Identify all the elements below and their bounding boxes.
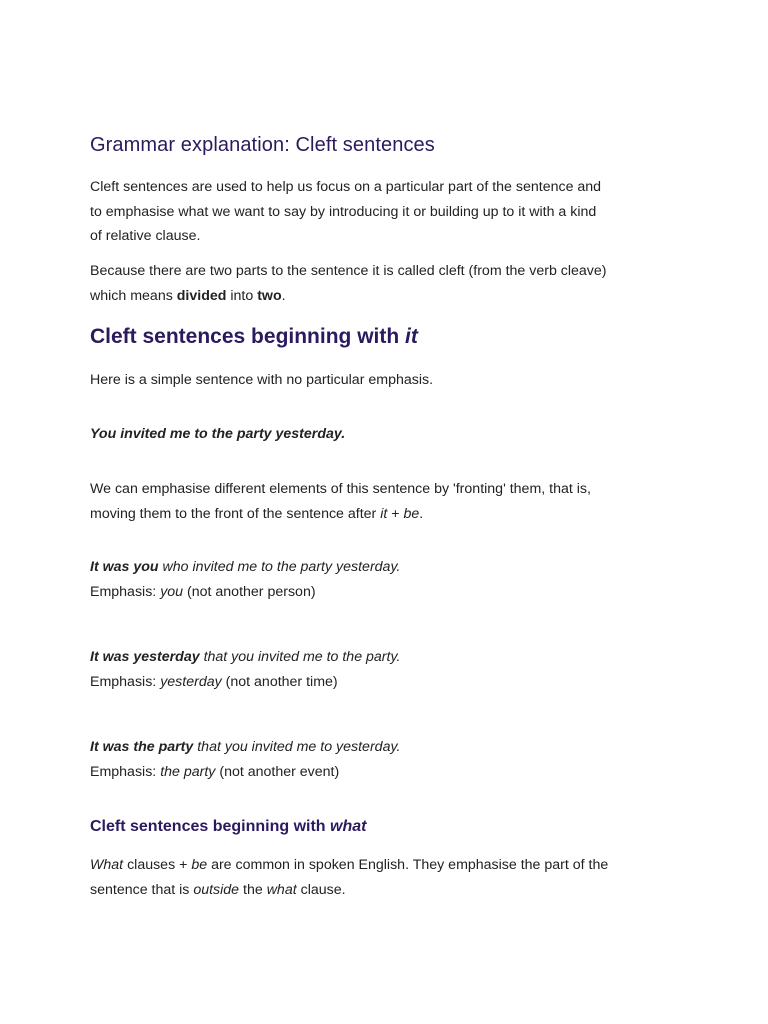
- bold-word-two: two: [257, 287, 282, 304]
- emphasis-word: the party: [160, 763, 216, 780]
- intro-line-3: of relative clause.: [90, 228, 201, 244]
- heading-text: Cleft sentences beginning with: [90, 325, 406, 348]
- emphasis-label: Emphasis:: [90, 583, 161, 600]
- simple-sentence-intro: Here is a simple sentence with no particular emphasis.: [90, 372, 434, 388]
- emphasis-label: Emphasis:: [90, 763, 161, 780]
- example-rest: that you invited me to the party.: [199, 649, 401, 665]
- text-run: the: [239, 881, 267, 898]
- text-run: which means: [90, 287, 177, 304]
- fronted-phrase: It was the party: [90, 739, 194, 755]
- example-rest: that you invited me to yesterday.: [193, 739, 401, 755]
- emphasis-line: [90, 670, 690, 695]
- intro-line-2: to emphasise what we want to say by introducing it or building up to it with a kind: [90, 203, 597, 220]
- emphasis-label: Emphasis:: [90, 673, 161, 690]
- intro-paragraph: [90, 175, 690, 249]
- emphasis-line: [90, 580, 690, 605]
- italic-word: be: [403, 505, 420, 522]
- fronting-line-2: [90, 502, 690, 527]
- page-title: Grammar explanation: Cleft sentences: [90, 134, 435, 156]
- italic-word: outside: [193, 881, 240, 898]
- text-run: are common in spoken English. They emphasise the part of the: [207, 857, 609, 873]
- text-run: moving them to the front of the sentence after: [90, 505, 381, 522]
- text-run: into: [226, 287, 258, 304]
- italic-word: What: [90, 857, 124, 873]
- cleft-definition-paragraph: [90, 259, 690, 308]
- italic-word: it: [380, 505, 388, 522]
- emphasis-word: yesterday: [160, 673, 222, 690]
- italic-word: what: [266, 881, 297, 898]
- heading-italic-word: what: [330, 818, 367, 835]
- text-run: clauses +: [123, 857, 192, 873]
- what-clause-paragraph: [90, 853, 690, 902]
- emphasis-note: (not another event): [215, 763, 340, 780]
- cleft-def-line-1: Because there are two parts to the sentence it is called cleft (from the verb cleave): [90, 263, 607, 279]
- heading-italic-word: it: [405, 325, 418, 348]
- section-heading-it: [90, 325, 418, 349]
- section-heading-what: [90, 818, 366, 836]
- example-line: [90, 645, 690, 670]
- emphasis-note: (not another time): [221, 673, 338, 690]
- bold-word-divided: divided: [176, 287, 227, 304]
- example-block-2: [90, 645, 690, 694]
- text-run: .: [419, 505, 424, 522]
- example-line: [90, 735, 690, 760]
- what-line-1: [90, 853, 690, 878]
- cleft-def-line-2: [90, 284, 690, 309]
- what-line-2: [90, 878, 690, 903]
- italic-word: be: [191, 857, 208, 873]
- heading-text: Cleft sentences beginning with: [90, 818, 331, 835]
- text-run: clause.: [296, 881, 346, 898]
- example-rest: who invited me to the party yesterday.: [158, 559, 401, 575]
- text-run: .: [281, 287, 286, 304]
- example-block-3: [90, 735, 690, 784]
- example-sentence: [90, 422, 690, 447]
- fronting-line-1: We can emphasise different elements of this sentence by 'fronting' them, that is,: [90, 481, 591, 497]
- emphasis-line: [90, 760, 690, 785]
- fronting-paragraph: [90, 477, 690, 526]
- emphasis-note: (not another person): [183, 583, 316, 600]
- example-text: You invited me to the party yesterday.: [90, 426, 346, 442]
- fronted-phrase: It was you: [90, 559, 159, 575]
- emphasis-word: you: [160, 583, 184, 600]
- example-line: [90, 555, 690, 580]
- fronted-phrase: It was yesterday: [90, 649, 200, 665]
- text-run: +: [387, 505, 404, 522]
- example-block-1: [90, 555, 690, 604]
- text-run: sentence that is: [90, 881, 194, 898]
- intro-line-1: Cleft sentences are used to help us focus on a particular part of the sentence and: [90, 179, 602, 195]
